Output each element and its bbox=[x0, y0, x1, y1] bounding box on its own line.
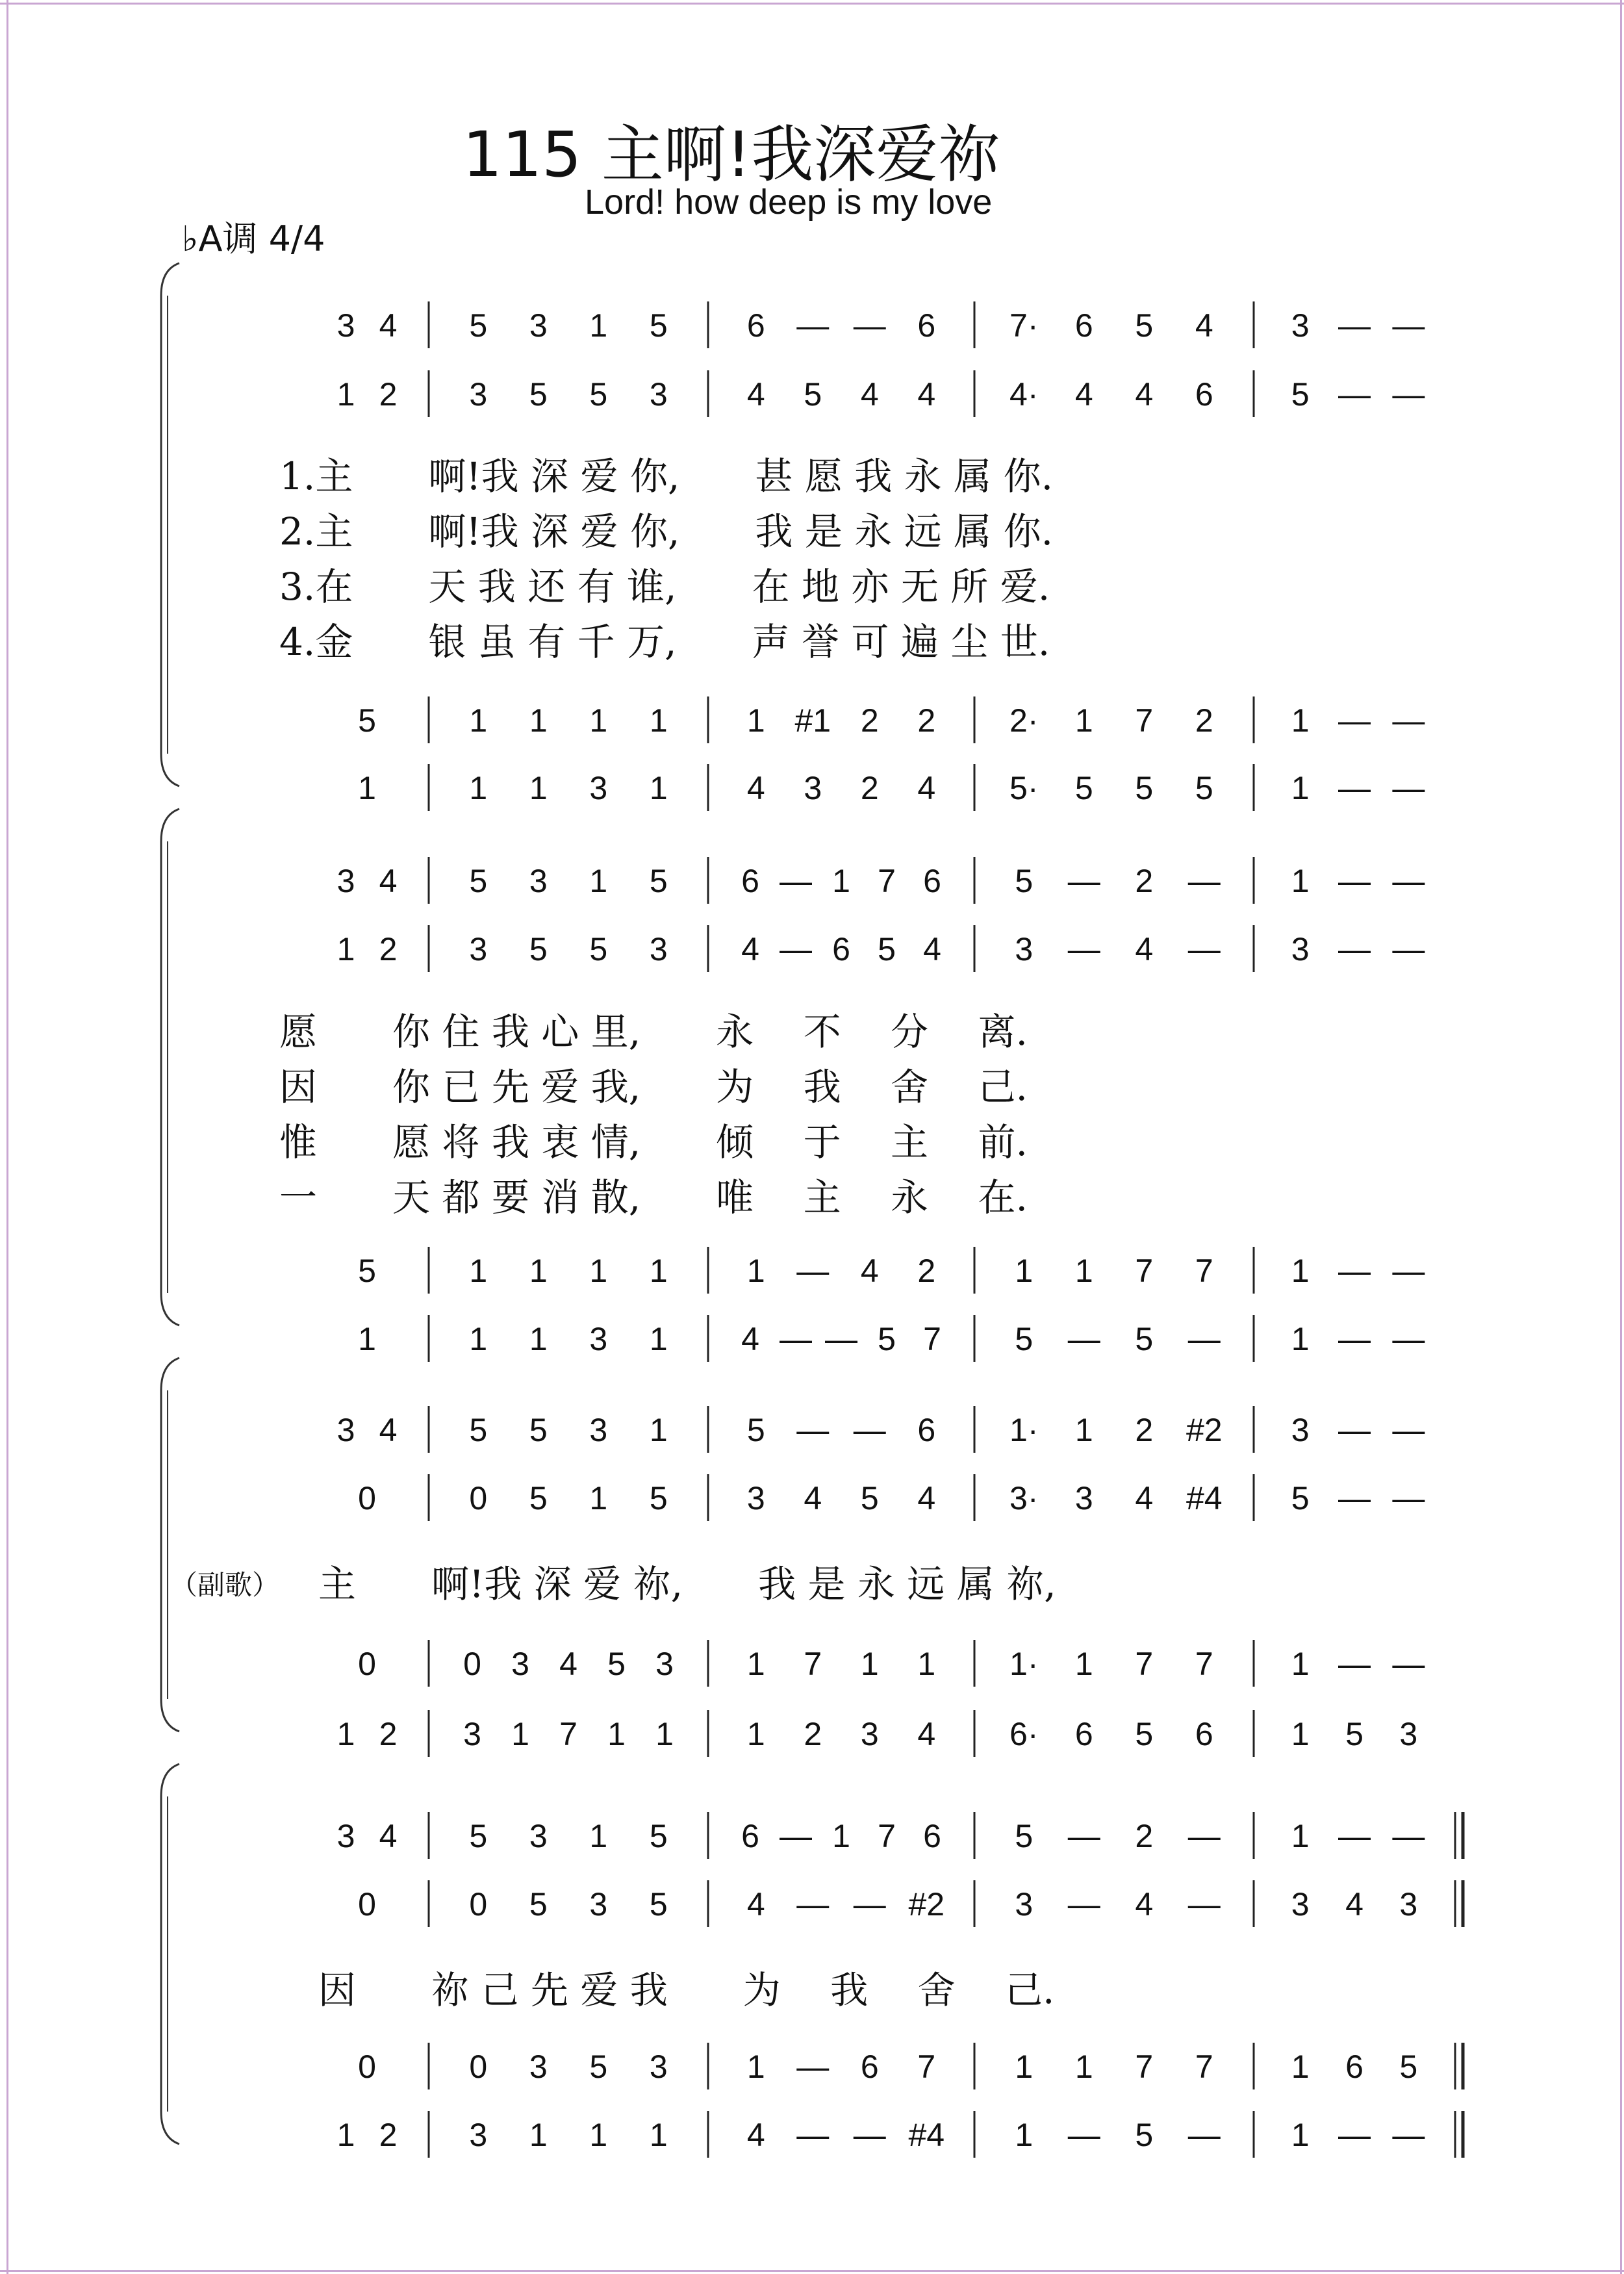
note-token: 2 bbox=[379, 931, 398, 967]
note-token: — bbox=[1067, 1818, 1100, 1854]
lyric-line: 一 天 都 要 消 散, 唯 主 永 在. bbox=[279, 1175, 1028, 1220]
note-token: 7 bbox=[1195, 1253, 1213, 1289]
note-token: — bbox=[1338, 702, 1371, 739]
note-token: 1 bbox=[358, 1321, 376, 1357]
note-token: 5 bbox=[1195, 770, 1213, 806]
note-token: 2· bbox=[1009, 702, 1039, 739]
note-token: 3 bbox=[649, 376, 668, 413]
note-token: 7 bbox=[804, 1646, 822, 1682]
hymn-subtitle: Lord! how deep is my love bbox=[585, 183, 993, 222]
note-token: 7 bbox=[1135, 1646, 1154, 1682]
note-token: 1 bbox=[746, 2049, 765, 2085]
note-token: 6 bbox=[1195, 376, 1213, 413]
note-token: — bbox=[796, 1253, 830, 1289]
note-token: 1 bbox=[746, 1716, 765, 1752]
note-token: 5 bbox=[1015, 1818, 1034, 1854]
note-token: 1 bbox=[511, 1716, 529, 1752]
note-token: — bbox=[1392, 931, 1425, 967]
note-token: 1 bbox=[589, 1480, 608, 1516]
note-token: 4 bbox=[379, 863, 398, 899]
note-token: — bbox=[1338, 1253, 1371, 1289]
note-token: 3 bbox=[1399, 1886, 1418, 1923]
note-token: 0 bbox=[358, 1646, 376, 1682]
note-token: — bbox=[1067, 1321, 1100, 1357]
note-token: 1 bbox=[1074, 1253, 1093, 1289]
note-token: 5 bbox=[860, 1480, 879, 1516]
lyric-line: 愿 你 住 我 心 里, 永 不 分 离. bbox=[279, 1010, 1028, 1054]
note-token: 3 bbox=[746, 1480, 765, 1516]
note-token: 3 bbox=[655, 1646, 674, 1682]
note-token: 3 bbox=[860, 1716, 879, 1752]
note-token: 7 bbox=[1135, 702, 1154, 739]
note-token: 7 bbox=[1195, 1646, 1213, 1682]
note-token: 5 bbox=[589, 376, 608, 413]
note-token: 4 bbox=[860, 1253, 879, 1289]
note-token: 4 bbox=[379, 1818, 398, 1854]
note-token: 1 bbox=[1291, 1818, 1310, 1854]
note-token: 1 bbox=[860, 1646, 879, 1682]
note-token: 5 bbox=[529, 376, 548, 413]
note-token: 4 bbox=[917, 1480, 936, 1516]
note-token: 2 bbox=[379, 2117, 398, 2153]
note-token: — bbox=[796, 1412, 830, 1448]
note-token: — bbox=[1392, 863, 1425, 899]
note-token: 3 bbox=[511, 1646, 529, 1682]
note-token: 5 bbox=[1135, 2117, 1154, 2153]
note-token: 6 bbox=[741, 1818, 759, 1854]
note-token: 5 bbox=[529, 1412, 548, 1448]
note-token: — bbox=[853, 307, 886, 344]
note-token: 3 bbox=[589, 770, 608, 806]
note-token: 4 bbox=[741, 931, 759, 967]
note-token: 5 bbox=[1135, 770, 1154, 806]
note-token: 3 bbox=[463, 1716, 481, 1752]
lyric-line: 因 你 已 先 爱 我, 为 我 舍 己. bbox=[279, 1065, 1028, 1109]
note-token: 4 bbox=[746, 770, 765, 806]
note-token: 1 bbox=[589, 1818, 608, 1854]
note-token: — bbox=[796, 2117, 830, 2153]
note-token: 3 bbox=[529, 863, 548, 899]
note-token: — bbox=[1392, 1646, 1425, 1682]
note-token: 3 bbox=[1015, 931, 1034, 967]
note-token: 2 bbox=[860, 770, 879, 806]
note-token: 1 bbox=[529, 770, 548, 806]
note-token: 5 bbox=[878, 1321, 896, 1357]
note-token: — bbox=[796, 2049, 830, 2085]
note-token: 5 bbox=[878, 931, 896, 967]
note-token: 1 bbox=[917, 1646, 936, 1682]
note-token: 3 bbox=[649, 2049, 668, 2085]
note-token: 1 bbox=[529, 1321, 548, 1357]
note-token: 4 bbox=[1135, 376, 1154, 413]
note-token: 7 bbox=[923, 1321, 941, 1357]
note-token: — bbox=[1187, 1818, 1221, 1854]
note-token: 5 bbox=[1291, 1480, 1310, 1516]
note-token: — bbox=[1338, 307, 1371, 344]
note-token: 5 bbox=[589, 2049, 608, 2085]
note-token: 6 bbox=[860, 2049, 879, 2085]
note-token: — bbox=[853, 2117, 886, 2153]
note-token: 1 bbox=[529, 702, 548, 739]
note-token: — bbox=[1067, 2117, 1100, 2153]
note-token: 4 bbox=[804, 1480, 822, 1516]
note-token: — bbox=[1187, 1321, 1221, 1357]
note-token: 1 bbox=[1291, 770, 1310, 806]
note-token: 6· bbox=[1009, 1716, 1039, 1752]
note-token: — bbox=[1392, 1412, 1425, 1448]
note-token: — bbox=[1338, 1818, 1371, 1854]
note-token: 6 bbox=[923, 863, 941, 899]
note-token: 5 bbox=[649, 307, 668, 344]
note-token: 0 bbox=[469, 1886, 488, 1923]
note-token: — bbox=[1392, 702, 1425, 739]
note-token: 4 bbox=[1345, 1886, 1364, 1923]
note-token: 3 bbox=[336, 863, 355, 899]
note-token: 3 bbox=[1291, 1412, 1310, 1448]
note-token: 3 bbox=[589, 1886, 608, 1923]
note-token: 5 bbox=[1345, 1716, 1364, 1752]
note-token: 6 bbox=[917, 1412, 936, 1448]
note-token: 3 bbox=[1399, 1716, 1418, 1752]
note-token: — bbox=[1067, 1886, 1100, 1923]
note-token: 6 bbox=[923, 1818, 941, 1854]
note-token: 6 bbox=[741, 863, 759, 899]
note-token: — bbox=[1392, 1480, 1425, 1516]
note-token: 3 bbox=[469, 376, 488, 413]
note-token: 1 bbox=[649, 702, 668, 739]
note-token: 3 bbox=[589, 1321, 608, 1357]
note-token: 4 bbox=[379, 307, 398, 344]
note-token: 3 bbox=[1291, 1886, 1310, 1923]
note-token: 4 bbox=[917, 1716, 936, 1752]
note-token: 4 bbox=[1135, 1480, 1154, 1516]
note-token: 5 bbox=[529, 931, 548, 967]
system-bracket bbox=[161, 263, 179, 786]
note-token: — bbox=[1067, 931, 1100, 967]
note-token: 5 bbox=[746, 1412, 765, 1448]
note-token: — bbox=[780, 863, 812, 899]
note-token: 4 bbox=[860, 376, 879, 413]
note-token: #2 bbox=[1186, 1412, 1223, 1448]
note-token: 1 bbox=[1291, 863, 1310, 899]
note-token: — bbox=[1187, 1886, 1221, 1923]
note-token: — bbox=[1338, 1321, 1371, 1357]
note-token: 4 bbox=[741, 1321, 759, 1357]
note-token: 1 bbox=[607, 1716, 626, 1752]
note-token: 1 bbox=[1074, 2049, 1093, 2085]
note-token: 3 bbox=[1074, 1480, 1093, 1516]
note-token: 2 bbox=[1195, 702, 1213, 739]
note-token: 1 bbox=[589, 702, 608, 739]
system-bracket bbox=[161, 1764, 179, 2144]
note-token: 5 bbox=[1135, 1321, 1154, 1357]
note-token: 0 bbox=[469, 2049, 488, 2085]
note-token: 4 bbox=[917, 770, 936, 806]
note-token: 4 bbox=[559, 1646, 577, 1682]
note-token: 1 bbox=[1015, 2117, 1034, 2153]
system-bracket bbox=[161, 1358, 179, 1731]
note-token: 6 bbox=[1074, 307, 1093, 344]
note-token: 1 bbox=[649, 1253, 668, 1289]
note-token: 1 bbox=[469, 1321, 488, 1357]
note-token: 5 bbox=[589, 931, 608, 967]
note-token: 2 bbox=[917, 702, 936, 739]
note-token: 1 bbox=[358, 770, 376, 806]
note-token: 1 bbox=[649, 1412, 668, 1448]
note-token: 1· bbox=[1009, 1646, 1039, 1682]
note-token: 6 bbox=[917, 307, 936, 344]
note-token: 6 bbox=[1195, 1716, 1213, 1752]
note-token: 3 bbox=[529, 307, 548, 344]
note-token: 1 bbox=[336, 931, 355, 967]
note-token: — bbox=[853, 1886, 886, 1923]
note-token: 1 bbox=[1291, 1321, 1310, 1357]
note-token: 1 bbox=[469, 702, 488, 739]
note-token: — bbox=[1392, 770, 1425, 806]
note-token: 3 bbox=[649, 931, 668, 967]
note-token: 5 bbox=[649, 1818, 668, 1854]
note-token: 1 bbox=[746, 1253, 765, 1289]
note-token: 1 bbox=[655, 1716, 674, 1752]
note-token: 2 bbox=[804, 1716, 822, 1752]
note-token: 4 bbox=[746, 2117, 765, 2153]
note-token: 1 bbox=[746, 1646, 765, 1682]
note-token: 7 bbox=[1195, 2049, 1213, 2085]
note-token: 1 bbox=[1074, 1412, 1093, 1448]
note-token: 5 bbox=[649, 1886, 668, 1923]
note-token: 5 bbox=[804, 376, 822, 413]
note-token: 3 bbox=[1291, 307, 1310, 344]
note-token: 5 bbox=[1074, 770, 1093, 806]
note-token: 3 bbox=[529, 2049, 548, 2085]
note-token: — bbox=[780, 931, 812, 967]
note-token: 1 bbox=[529, 2117, 548, 2153]
note-token: 1 bbox=[1015, 2049, 1034, 2085]
note-token: 5 bbox=[1399, 2049, 1418, 2085]
note-token: 1 bbox=[1291, 2117, 1310, 2153]
note-token: — bbox=[825, 1321, 857, 1357]
note-token: #1 bbox=[794, 702, 831, 739]
note-token: 0 bbox=[469, 1480, 488, 1516]
note-token: 5 bbox=[358, 1253, 376, 1289]
note-token: 4 bbox=[917, 376, 936, 413]
system-bracket bbox=[161, 809, 179, 1325]
note-token: 7 bbox=[878, 1818, 896, 1854]
note-token: 1 bbox=[1015, 1253, 1034, 1289]
note-token: 1 bbox=[832, 863, 850, 899]
note-token: 3 bbox=[336, 1412, 355, 1448]
note-token: 7 bbox=[1135, 2049, 1154, 2085]
note-token: 5 bbox=[607, 1646, 626, 1682]
note-token: — bbox=[1338, 2117, 1371, 2153]
lyric-line: 2.主 啊!我 深 爱 你, 我 是 永 远 属 你. bbox=[279, 509, 1054, 554]
note-token: 5 bbox=[1015, 1321, 1034, 1357]
note-token: — bbox=[780, 1321, 812, 1357]
note-token: 7· bbox=[1009, 307, 1039, 344]
note-token: — bbox=[1338, 1646, 1371, 1682]
hymn-title: 115 主啊!我深爱祢 bbox=[463, 118, 1001, 191]
note-token: #2 bbox=[908, 1886, 945, 1923]
note-token: 2 bbox=[1135, 1818, 1154, 1854]
note-token: 4 bbox=[1135, 931, 1154, 967]
note-token: — bbox=[1392, 376, 1425, 413]
note-token: 6 bbox=[1074, 1716, 1093, 1752]
lyric-line: 3.在 天 我 还 有 谁, 在 地 亦 无 所 爱. bbox=[279, 565, 1050, 609]
note-token: — bbox=[1187, 931, 1221, 967]
note-token: — bbox=[1392, 1818, 1425, 1854]
lyric-line: 因 祢 己 先 爱 我 为 我 舍 己. bbox=[318, 1968, 1055, 2012]
note-token: 5 bbox=[469, 863, 488, 899]
note-token: — bbox=[1392, 1253, 1425, 1289]
note-token: 1 bbox=[469, 770, 488, 806]
note-token: 1 bbox=[1074, 1646, 1093, 1682]
note-token: 4 bbox=[1195, 307, 1213, 344]
note-token: 4 bbox=[1074, 376, 1093, 413]
note-token: — bbox=[796, 1886, 830, 1923]
note-token: 1 bbox=[1291, 1716, 1310, 1752]
lyric-line: 主 啊!我 深 爱 祢, 我 是 永 远 属 祢, bbox=[318, 1562, 1056, 1606]
note-token: 1 bbox=[589, 307, 608, 344]
note-token: 5 bbox=[529, 1480, 548, 1516]
note-token: 1 bbox=[1074, 702, 1093, 739]
note-token: — bbox=[1392, 1321, 1425, 1357]
note-token: — bbox=[1187, 863, 1221, 899]
note-token: 1 bbox=[1291, 2049, 1310, 2085]
note-token: 1 bbox=[649, 1321, 668, 1357]
lyric-line: 1.主 啊!我 深 爱 你, 甚 愿 我 永 属 你. bbox=[279, 454, 1054, 498]
note-token: 1 bbox=[649, 770, 668, 806]
note-token: 4 bbox=[746, 1886, 765, 1923]
note-token: 6 bbox=[746, 307, 765, 344]
note-token: 4 bbox=[746, 376, 765, 413]
note-token: 7 bbox=[878, 863, 896, 899]
note-token: — bbox=[1338, 376, 1371, 413]
note-token: — bbox=[1187, 2117, 1221, 2153]
note-token: 5· bbox=[1009, 770, 1039, 806]
note-token: — bbox=[1338, 1412, 1371, 1448]
note-token: — bbox=[796, 307, 830, 344]
lyric-line: 惟 愿 将 我 衷 情, 倾 于 主 前. bbox=[279, 1120, 1028, 1164]
note-token: 1 bbox=[832, 1818, 850, 1854]
note-token: 1 bbox=[529, 1253, 548, 1289]
note-token: 4 bbox=[379, 1412, 398, 1448]
note-token: 2 bbox=[1135, 863, 1154, 899]
note-token: 2 bbox=[860, 702, 879, 739]
note-token: 1 bbox=[589, 2117, 608, 2153]
note-token: 7 bbox=[1135, 1253, 1154, 1289]
note-token: 1 bbox=[469, 1253, 488, 1289]
note-token: #4 bbox=[1186, 1480, 1223, 1516]
note-token: 1 bbox=[1291, 1646, 1310, 1682]
note-token: 0 bbox=[358, 1886, 376, 1923]
note-token: 6 bbox=[832, 931, 850, 967]
note-token: 5 bbox=[469, 1818, 488, 1854]
note-token: 1 bbox=[1291, 702, 1310, 739]
note-token: — bbox=[1338, 1480, 1371, 1516]
note-token: — bbox=[780, 1818, 812, 1854]
note-token: — bbox=[1392, 307, 1425, 344]
note-token: 1· bbox=[1009, 1412, 1039, 1448]
note-token: 0 bbox=[358, 2049, 376, 2085]
note-token: 3 bbox=[469, 931, 488, 967]
note-token: 5 bbox=[1291, 376, 1310, 413]
note-token: #4 bbox=[908, 2117, 945, 2153]
note-token: 4· bbox=[1009, 376, 1039, 413]
note-token: 5 bbox=[1015, 863, 1034, 899]
note-token: — bbox=[853, 1412, 886, 1448]
note-token: — bbox=[1338, 770, 1371, 806]
note-token: — bbox=[1338, 863, 1371, 899]
note-token: 7 bbox=[559, 1716, 577, 1752]
key-signature: ♭A调 4/4 bbox=[182, 218, 325, 259]
note-token: 1 bbox=[649, 2117, 668, 2153]
note-token: 3 bbox=[529, 1818, 548, 1854]
note-token: 3· bbox=[1009, 1480, 1039, 1516]
note-token: 3 bbox=[336, 1818, 355, 1854]
note-token: 4 bbox=[923, 931, 941, 967]
note-token: 2 bbox=[1135, 1412, 1154, 1448]
note-token: 2 bbox=[917, 1253, 936, 1289]
lyric-line: 4.金 银 虽 有 千 万, 声 誉 可 遍 尘 世. bbox=[279, 620, 1050, 664]
note-token: — bbox=[1338, 931, 1371, 967]
note-token: 1 bbox=[336, 1716, 355, 1752]
note-token: 5 bbox=[469, 1412, 488, 1448]
note-token: 1 bbox=[1291, 1253, 1310, 1289]
note-token: 1 bbox=[746, 702, 765, 739]
note-token: 5 bbox=[1135, 1716, 1154, 1752]
note-token: 7 bbox=[917, 2049, 936, 2085]
note-token: 5 bbox=[529, 1886, 548, 1923]
note-token: 3 bbox=[804, 770, 822, 806]
note-token: 2 bbox=[379, 376, 398, 413]
note-token: 3 bbox=[589, 1412, 608, 1448]
note-token: 1 bbox=[336, 2117, 355, 2153]
note-token: 1 bbox=[589, 1253, 608, 1289]
note-token: 5 bbox=[649, 863, 668, 899]
note-token: 5 bbox=[469, 307, 488, 344]
note-token: 4 bbox=[1135, 1886, 1154, 1923]
note-token: — bbox=[1392, 2117, 1425, 2153]
chorus-label: （副歌） bbox=[170, 1569, 280, 1601]
note-token: 1 bbox=[589, 863, 608, 899]
note-token: 5 bbox=[649, 1480, 668, 1516]
note-token: 3 bbox=[336, 307, 355, 344]
note-token: 3 bbox=[1291, 931, 1310, 967]
note-token: 3 bbox=[469, 2117, 488, 2153]
note-token: 0 bbox=[358, 1480, 376, 1516]
note-token: 3 bbox=[1015, 1886, 1034, 1923]
note-token: 2 bbox=[379, 1716, 398, 1752]
note-token: 6 bbox=[1345, 2049, 1364, 2085]
note-token: 0 bbox=[463, 1646, 481, 1682]
note-token: 1 bbox=[336, 376, 355, 413]
note-token: — bbox=[1067, 863, 1100, 899]
note-token: 5 bbox=[358, 702, 376, 739]
note-token: 5 bbox=[1135, 307, 1154, 344]
